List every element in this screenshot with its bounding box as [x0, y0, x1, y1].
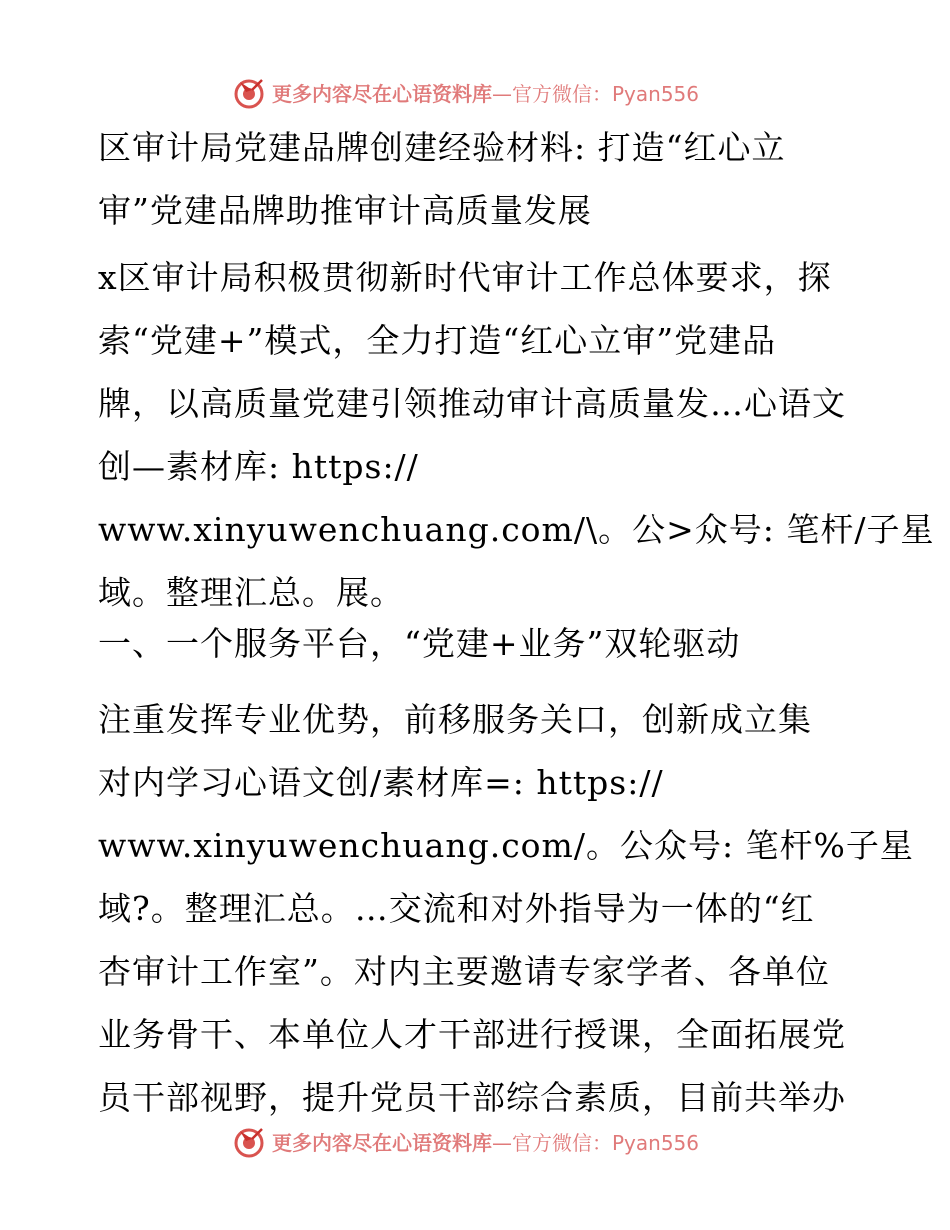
paragraph-line: www.xinyuwenchuang.com/\。公>众号: 笔杆/子星	[98, 510, 935, 549]
paragraph-line: 对内学习心语文创/素材库=: https://	[98, 763, 664, 802]
paragraph-intro	[98, 246, 935, 624]
header-banner	[0, 72, 950, 112]
paragraph-line: x区审计局积极贯彻新时代审计工作总体要求，探	[98, 258, 832, 297]
paragraph-line: 域?。整理汇总。…交流和对外指导为一体的“红	[98, 889, 815, 928]
banner-main-text: 更多内容尽在心语资料库	[272, 1131, 492, 1155]
section-heading	[98, 612, 858, 675]
paragraph-body	[98, 688, 914, 1129]
banner-main-text: 更多内容尽在心语资料库	[272, 82, 492, 106]
paragraph-line: 牌，以高质量党建引领推动审计高质量发…心语文	[98, 384, 846, 423]
banner-official-text: 官方微信：	[512, 82, 612, 106]
paragraph-line: www.xinyuwenchuang.com/。公众号: 笔杆%子星	[98, 826, 914, 865]
paragraph-line: 业务骨干、本单位人才干部进行授课，全面拓展党	[98, 1015, 846, 1054]
banner-official-text: 官方微信：	[512, 1131, 612, 1155]
banner-dash: —	[492, 1131, 512, 1155]
banner-wechat-id: Pyan556	[612, 1131, 700, 1155]
paragraph-line: 杏审计工作室”。对内主要邀请专家学者、各单位	[98, 952, 830, 991]
xinyu-logo-icon	[232, 1125, 266, 1159]
paragraph-line: 注重发挥专业优势，前移服务关口，创新成立集	[98, 700, 812, 739]
paragraph-line: 创—素材库: https://	[98, 447, 419, 486]
banner-text	[272, 1127, 699, 1156]
footer-banner	[0, 1121, 950, 1161]
xinyu-logo-icon	[232, 76, 266, 110]
banner-text	[272, 78, 699, 107]
heading-line: 一、一个服务平台，“党建+业务”双轮驱动	[98, 624, 741, 663]
document-title	[98, 116, 858, 242]
banner-wechat-id: Pyan556	[612, 82, 700, 106]
paragraph-line: 索“党建+”模式，全力打造“红心立审”党建品	[98, 321, 777, 360]
banner-dash: —	[492, 82, 512, 106]
paragraph-line: 员干部视野，提升党员干部综合素质，目前共举办	[98, 1078, 846, 1117]
title-line: 区审计局党建品牌创建经验材料: 打造“红心立	[98, 128, 786, 167]
title-line: 审”党建品牌助推审计高质量发展	[98, 191, 592, 230]
paragraph-line: 域。整理汇总。展。	[98, 573, 404, 612]
